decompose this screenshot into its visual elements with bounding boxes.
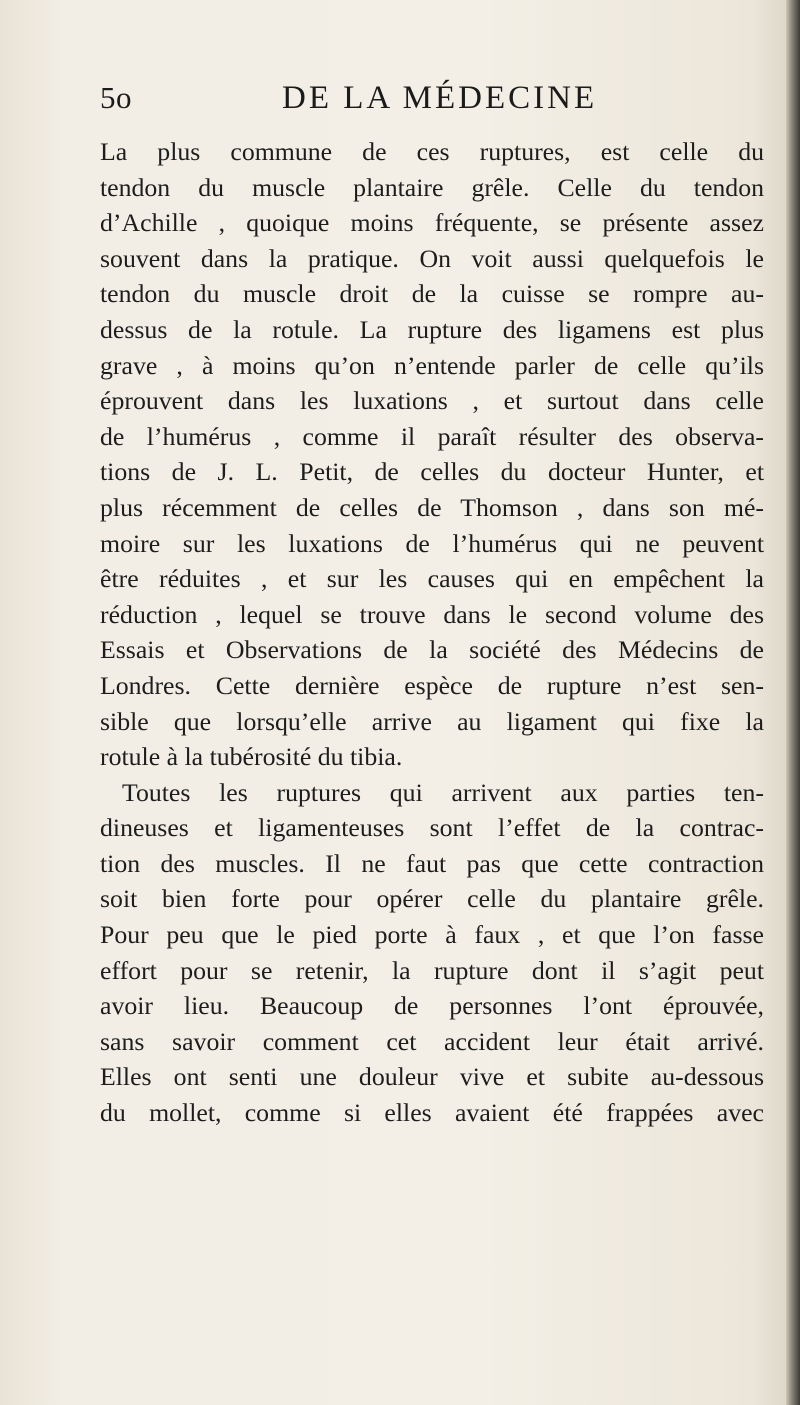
running-title: DE LA MÉDECINE [282,80,598,116]
text-line: souvent dans la pratique. On voit aussi quelquefois le [100,243,764,273]
text-line: avoir lieu. Beaucoup de personnes l’ont éprouvée, [100,991,764,1021]
text-line: dineuses et ligamenteuses sont l’effet de la contrac- [100,813,764,843]
text-line: Londres. Cette dernière espèce de rupture n’est sen- [100,670,764,700]
text-line: éprouvent dans les luxations , et surtout dans celle [100,386,764,416]
text-line: plus récemment de celles de Thomson , dans son mé- [100,492,764,522]
text-line: du mollet, comme si elles avaient été frappées avec [100,1098,764,1128]
text-line: tendon du muscle plantaire grêle. Celle du tendon [100,172,764,202]
text-line: Elles ont senti une douleur vive et subite au-dessous [100,1062,764,1092]
text-line: tions de J. L. Petit, de celles du docteur Hunter, et [100,457,764,487]
text-line: d’Achille , quoique moins fréquente, se présente assez [100,208,764,238]
page-edge-shadow [786,0,800,1405]
text-body [100,134,764,1131]
running-head [100,80,780,124]
text-line: Essais et Observations de la société des Médecins de [100,635,764,665]
text-line: La plus commune de ces ruptures, est celle du [100,137,764,166]
text-line: réduction , lequel se trouve dans le second volume des [100,599,764,629]
text-line: dessus de la rotule. La rupture des ligamens est plus [100,314,764,344]
text-line: moire sur les luxations de l’humérus qui ne peuvent [100,528,764,558]
text-line: Pour peu que le pied porte à faux , et que l’on fasse [100,920,764,950]
text-line: soit bien forte pour opérer celle du plantaire grêle. [100,884,764,914]
text-line: effort pour se retenir, la rupture dont il s’agit peut [100,955,764,985]
text-line: sible que lorsqu’elle arrive au ligament qui fixe la [100,706,764,736]
text-line: tendon du muscle droit de la cuisse se rompre au- [100,279,764,309]
text-line: rotule à la tubérosité du tibia. [100,742,403,772]
text-line: Toutes les ruptures qui arrivent aux parties ten- [122,777,764,807]
text-line: être réduites , et sur les causes qui en empêchent la [100,564,764,594]
page-number: 5o [100,80,132,115]
text-line: sans savoir comment cet accident leur était arrivé. [100,1026,764,1056]
text-line: grave , à moins qu’on n’entende parler de celle qu’ils [100,350,764,380]
text-line: de l’humérus , comme il paraît résulter des observa- [100,421,764,451]
text-line: tion des muscles. Il ne faut pas que cette contraction [100,848,764,878]
